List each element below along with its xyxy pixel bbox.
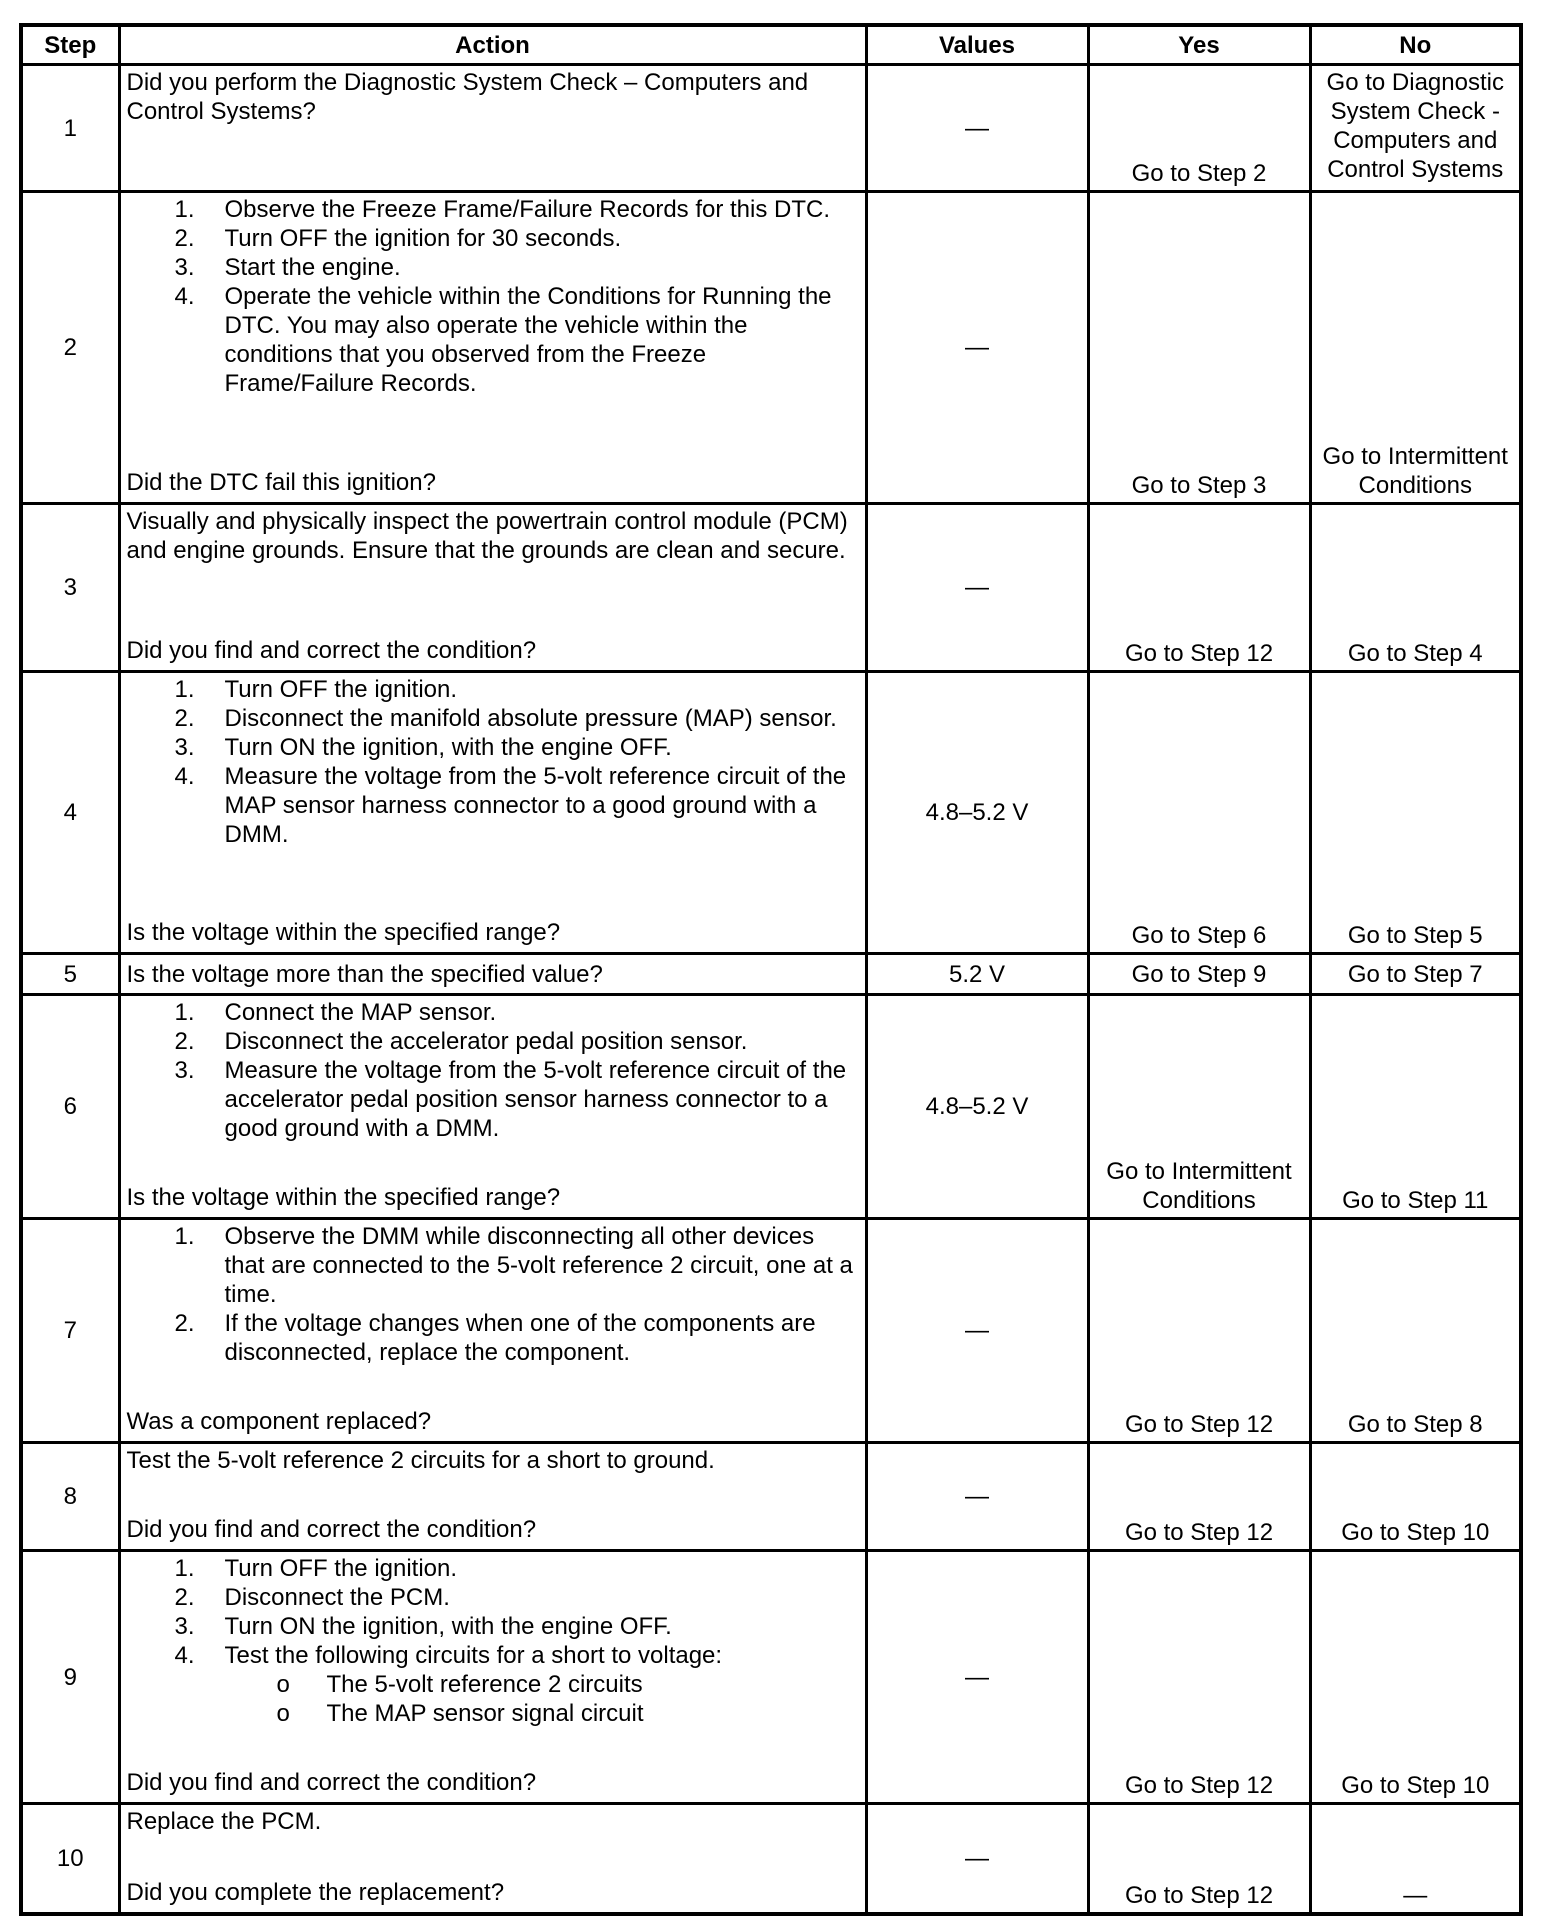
table-row xyxy=(21,1443,1521,1551)
no-cell: Go to Step 10 xyxy=(1310,1551,1521,1804)
action-question: Did you find and correct the condition? xyxy=(126,1516,537,1543)
diagnostic-table-sheet xyxy=(19,23,1519,1916)
list-item: o The 5-volt reference 2 circuits xyxy=(276,1671,643,1698)
yes-cell: Go to Step 12 xyxy=(1088,1804,1310,1914)
action-cell xyxy=(119,954,866,995)
action-question: Is the voltage more than the specified value? xyxy=(126,960,603,988)
no-cell: Go to Intermittent Conditions xyxy=(1310,192,1521,504)
no-cell: Go to Step 5 xyxy=(1310,672,1521,954)
list-item: 3. Turn ON the ignition, with the engine OFF. xyxy=(174,734,672,761)
value-cell: — xyxy=(866,1804,1088,1914)
action-question: Is the voltage within the specified range? xyxy=(126,919,561,946)
action-text: Visually and physically inspect the powertrain control module (PCM) and engine grounds. Ensure that the grounds are clean and secure. xyxy=(126,508,848,564)
list-item: 2. Turn OFF the ignition for 30 seconds. xyxy=(174,225,622,252)
circuit-list xyxy=(127,1670,859,1728)
list-item: 2. Disconnect the manifold absolute pressure (MAP) sensor. xyxy=(174,705,837,732)
value-cell: — xyxy=(866,65,1088,192)
yes-cell: Go to Step 2 xyxy=(1088,65,1310,192)
table-row xyxy=(21,1804,1521,1914)
list-item: 3. Turn ON the ignition, with the engine OFF. xyxy=(174,1613,672,1640)
action-question: Was a component replaced? xyxy=(126,1408,432,1435)
header-yes: Yes xyxy=(1088,25,1310,65)
list-item: 4. Test the following circuits for a short to voltage: xyxy=(174,1642,723,1669)
action-question: Is the voltage within the specified range? xyxy=(126,1184,561,1211)
table-row xyxy=(21,1219,1521,1443)
action-steps xyxy=(127,1554,859,1670)
action-cell xyxy=(119,1219,866,1443)
table-row xyxy=(21,1551,1521,1804)
step-number: 4 xyxy=(21,672,119,954)
action-steps xyxy=(127,1222,859,1367)
list-item: 3. Measure the voltage from the 5-volt reference circuit of the accelerator pedal position sensor harness connector to a good ground with a DMM. xyxy=(174,1057,847,1142)
step-number: 9 xyxy=(21,1551,119,1804)
list-item: 2. Disconnect the accelerator pedal position sensor. xyxy=(174,1028,748,1055)
list-item: 3. Start the engine. xyxy=(174,254,401,281)
action-text: Replace the PCM. xyxy=(126,1808,322,1835)
header-step: Step xyxy=(21,25,119,65)
header-values: Values xyxy=(866,25,1088,65)
yes-cell: Go to Step 12 xyxy=(1088,1219,1310,1443)
action-question: Did you find and correct the condition? xyxy=(126,637,537,664)
value-cell: 4.8–5.2 V xyxy=(866,995,1088,1219)
action-cell xyxy=(119,65,866,192)
step-number: 6 xyxy=(21,995,119,1219)
list-item: 4. Measure the voltage from the 5-volt reference circuit of the MAP sensor harness connector to a good ground with a DMM. xyxy=(174,763,847,848)
no-cell: Go to Step 8 xyxy=(1310,1219,1521,1443)
table-row xyxy=(21,65,1521,192)
value-cell: 4.8–5.2 V xyxy=(866,672,1088,954)
yes-cell: Go to Step 12 xyxy=(1088,1551,1310,1804)
no-cell: Go to Step 11 xyxy=(1310,995,1521,1219)
table-row xyxy=(21,192,1521,504)
no-cell: Go to Step 10 xyxy=(1310,1443,1521,1551)
action-question: Did you complete the replacement? xyxy=(126,1879,505,1906)
table-row xyxy=(21,672,1521,954)
step-number: 2 xyxy=(21,192,119,504)
action-question: Did you find and correct the condition? xyxy=(126,1769,537,1796)
action-cell xyxy=(119,1443,866,1551)
no-cell: — xyxy=(1310,1804,1521,1914)
list-item: 1. Observe the Freeze Frame/Failure Records for this DTC. xyxy=(174,196,831,223)
action-question: Did the DTC fail this ignition? xyxy=(126,469,436,496)
action-cell xyxy=(119,1551,866,1804)
no-cell: Go to Step 7 xyxy=(1310,954,1521,995)
list-item: 1. Turn OFF the ignition. xyxy=(174,676,458,703)
yes-cell: Go to Intermittent Conditions xyxy=(1088,995,1310,1219)
value-cell: 5.2 V xyxy=(866,954,1088,995)
action-cell xyxy=(119,192,866,504)
diagnostic-table xyxy=(19,23,1523,1916)
value-cell: — xyxy=(866,192,1088,504)
list-item: 2. Disconnect the PCM. xyxy=(174,1584,450,1611)
list-item: o The MAP sensor signal circuit xyxy=(276,1700,644,1727)
header-action: Action xyxy=(119,25,866,65)
table-row xyxy=(21,954,1521,995)
value-cell: — xyxy=(866,1443,1088,1551)
value-cell: — xyxy=(866,1551,1088,1804)
list-item: 4. Operate the vehicle within the Conditions for Running the DTC. You may also operate the vehicle within the conditions that you observed from the Freeze Frame/Failure Records. xyxy=(174,283,832,397)
action-cell xyxy=(119,504,866,672)
action-cell xyxy=(119,1804,866,1914)
value-cell: — xyxy=(866,1219,1088,1443)
action-text: Test the 5-volt reference 2 circuits for a short to ground. xyxy=(126,1447,715,1474)
step-number: 3 xyxy=(21,504,119,672)
list-item: 1. Connect the MAP sensor. xyxy=(174,999,497,1026)
table-row xyxy=(21,995,1521,1219)
yes-cell: Go to Step 12 xyxy=(1088,504,1310,672)
list-item: 1. Observe the DMM while disconnecting all other devices that are connected to the 5-volt reference 2 circuit, one at a time. xyxy=(174,1223,853,1308)
yes-cell: Go to Step 12 xyxy=(1088,1443,1310,1551)
yes-cell: Go to Step 9 xyxy=(1088,954,1310,995)
step-number: 7 xyxy=(21,1219,119,1443)
table-header-row xyxy=(21,25,1521,65)
action-steps xyxy=(127,998,859,1143)
no-cell: Go to Step 4 xyxy=(1310,504,1521,672)
list-item: 1. Turn OFF the ignition. xyxy=(174,1555,458,1582)
value-cell: — xyxy=(866,504,1088,672)
step-number: 5 xyxy=(21,954,119,995)
header-no: No xyxy=(1310,25,1521,65)
yes-cell: Go to Step 3 xyxy=(1088,192,1310,504)
action-cell xyxy=(119,995,866,1219)
step-number: 1 xyxy=(21,65,119,192)
table-row xyxy=(21,504,1521,672)
list-item: 2. If the voltage changes when one of the components are disconnected, replace the component. xyxy=(174,1310,816,1366)
step-number: 10 xyxy=(21,1804,119,1914)
action-steps xyxy=(127,675,859,849)
action-text: Did you perform the Diagnostic System Check – Computers and Control Systems? xyxy=(126,69,809,125)
step-number: 8 xyxy=(21,1443,119,1551)
action-steps xyxy=(127,195,859,398)
yes-cell: Go to Step 6 xyxy=(1088,672,1310,954)
action-cell xyxy=(119,672,866,954)
no-cell: Go to Diagnostic System Check - Computers and Control Systems xyxy=(1310,65,1521,192)
